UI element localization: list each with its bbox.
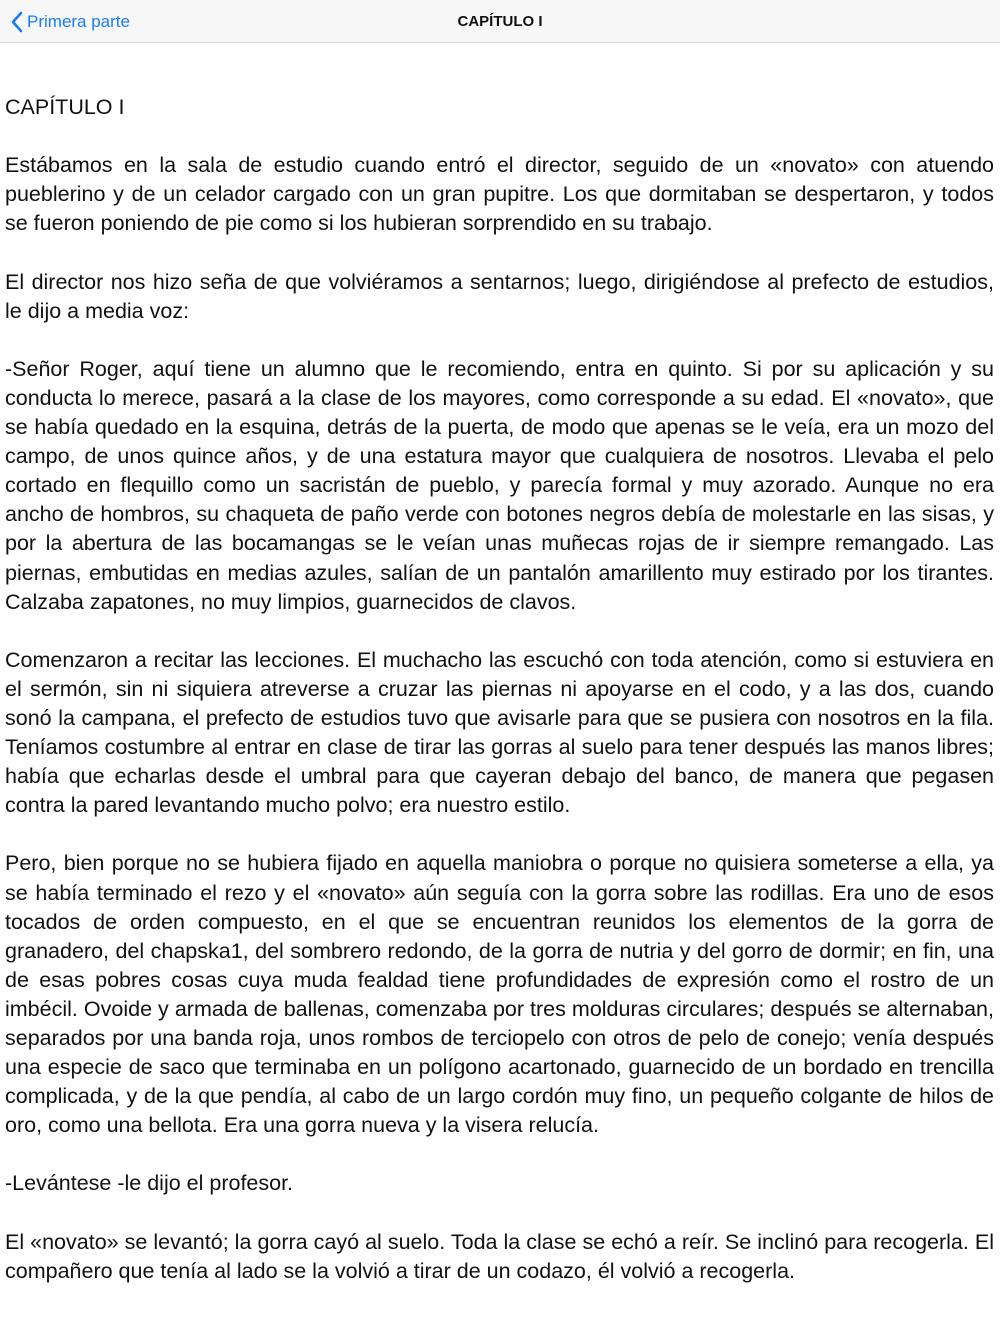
page-title: CAPÍTULO I	[457, 13, 543, 30]
back-button[interactable]	[10, 0, 130, 43]
chevron-left-icon	[10, 11, 23, 33]
navigation-bar	[0, 0, 1000, 43]
reading-content	[5, 93, 994, 1315]
paragraph: Estábamos en la sala de estudio cuando entró el director, seguido de un «novato» con atuendo pueblerino y de un celador cargado con un gran pupitre. Los que dormitaban se despertaron, y todos se fueron poniendo de pie como si los hubieran sorprendido en su trabajo.	[5, 153, 994, 236]
paragraph: El director nos hizo seña de que volviéramos a sentarnos; luego, dirigiéndose al prefecto de estudios, le dijo a media voz:	[5, 269, 994, 323]
paragraph: Comenzaron a recitar las lecciones. El muchacho las escuchó con toda atención, como si estuviera en el sermón, sin ni siquiera atreverse a cruzar las piernas ni apoyarse en el codo, y a las dos, cuando sonó la campana, el prefecto de estudios tuvo que avisarle para que se pusiera con nosotros en la fila. Teníamos costumbre al entrar en clase de tirar las gorras al suelo para tener después las manos libres; había que echarlas desde el umbral para que cayeran debajo del banco, de manera que pegasen contra la pared levantando mucho polvo; era nuestro estilo.	[5, 647, 994, 818]
paragraph: -Señor Roger, aquí tiene un alumno que le recomiendo, entra en quinto. Si por su aplicación y su conducta lo merece, pasará a la clase de los mayores, como corresponde a su edad. El «novato», que se había quedado en la esquina, detrás de la puerta, de modo que apenas se le veía, era un mozo del campo, de unos quince años, y de una estatura mayor que cualquiera de nosotros. Llevaba el pelo cortado en flequillo como un sacristán de pueblo, y parecía formal y muy azorado. Aunque no era ancho de hombros, su chaqueta de paño verde con botones negros debía de molestarle en las sisas, y por la abertura de las bocamangas se le veían unas muñecas rojas de ir siempre remangado. Las piernas, embutidas en medias azules, salían de un pantalón amarillento muy estirado por los tirantes. Calzaba zapatones, no muy limpios, guarnecidos de clavos.	[5, 356, 994, 614]
paragraph: -Levántese -le dijo el profesor.	[5, 1171, 294, 1196]
paragraph: El «novato» se levantó; la gorra cayó al suelo. Toda la clase se echó a reír. Se inclinó para recogerla. El compañero que tenía al lado se la volvió a tirar de un codazo, él volvió a recogerla.	[5, 1229, 994, 1283]
chapter-heading: CAPÍTULO I	[5, 95, 125, 119]
back-button-label[interactable]: Primera parte	[27, 11, 130, 31]
paragraph: Pero, bien porque no se hubiera fijado en aquella maniobra o porque no quisiera someterse a ella, ya se había terminado el rezo y el «novato» aún seguía con la gorra sobre las rodillas. Era uno de esos tocados de orden compuesto, en el que se encuentran reunidos los elementos de la gorra de granadero, del chapska1, del sombrero redondo, de la gorra de nutria y del gorro de dormir; en fin, una de esas pobres cosas cuya muda fealdad tiene profundidades de expresión como el rostro de un imbécil. Ovoide y armada de ballenas, comenzaba por tres molduras circulares; después se alternaban, separados por una banda roja, unos rombos de terciopelo con otros de pelo de conejo; venía después una especie de saco que terminaba en un polígono acartonado, guarnecido de un bordado en trencilla complicada, y de la que pendía, al cabo de un largo cordón muy fino, un pequeño colgante de hilos de oro, como una bellota. Era una gorra nueva y la visera relucía.	[5, 851, 994, 1138]
